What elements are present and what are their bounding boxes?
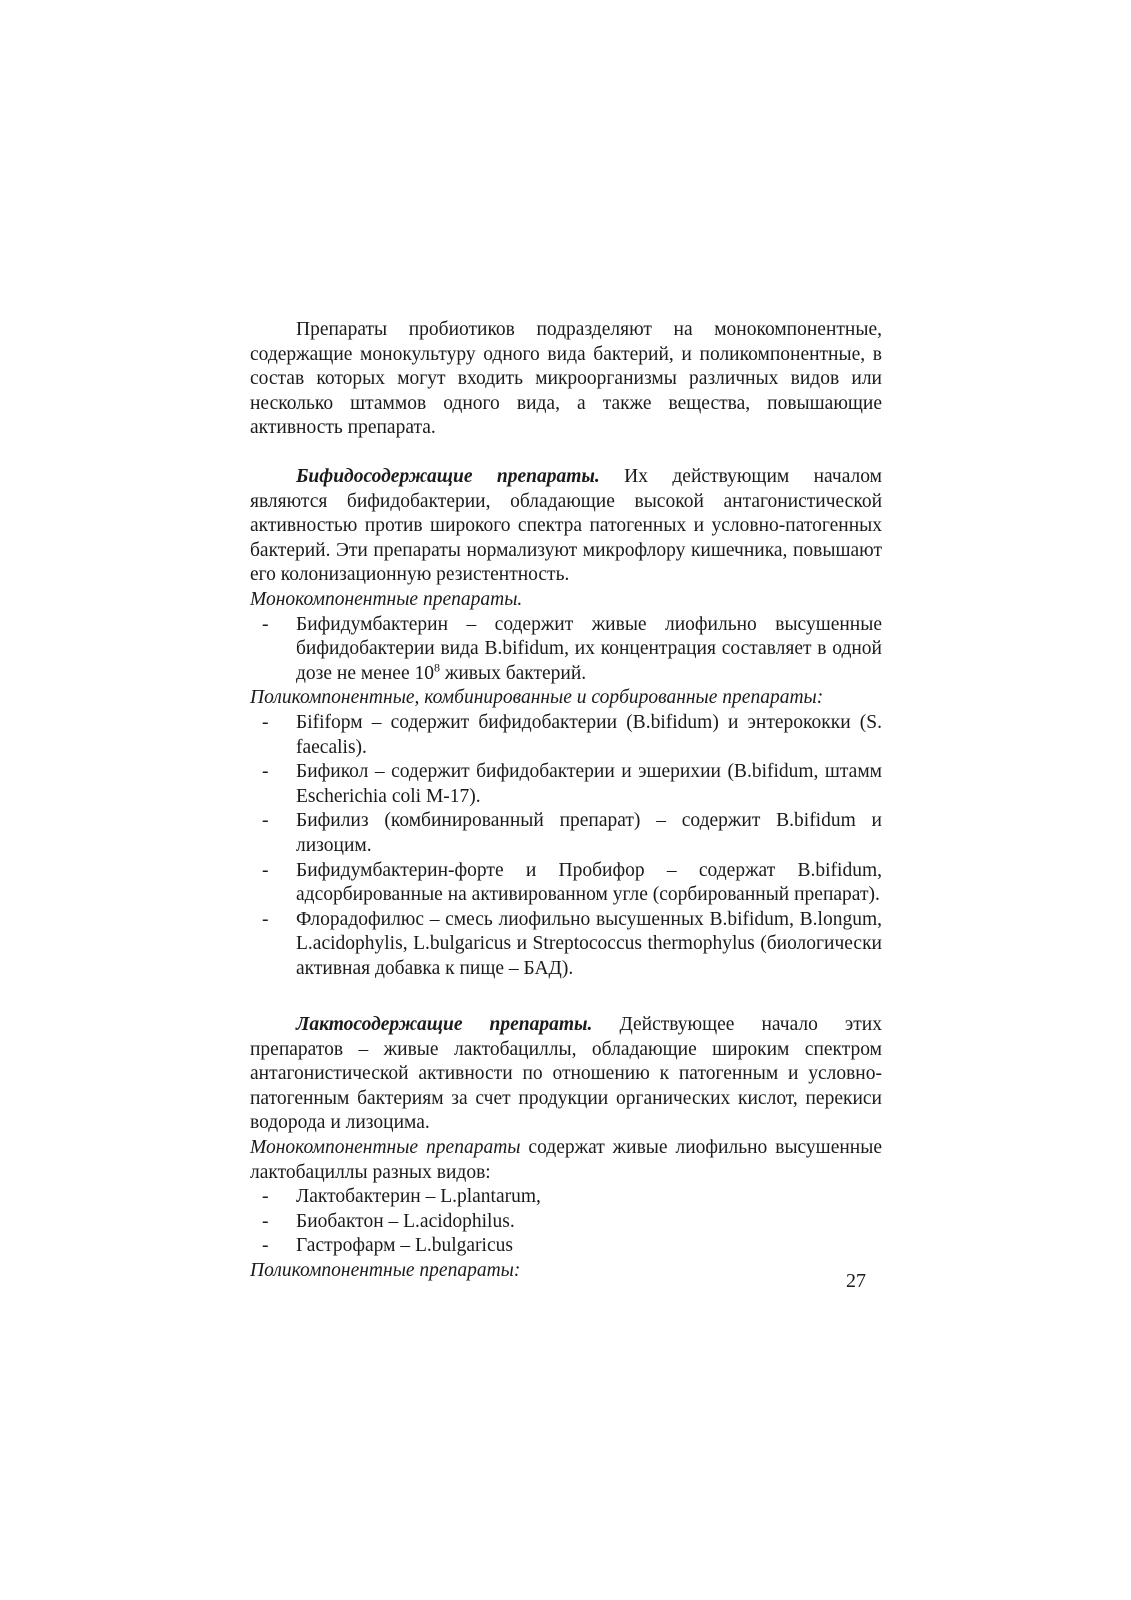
bifido-text: Их действующим началом являются бифидобактерии, обладающие высокой антагонистической активностью против широкого спектра патогенных и условно-патогенных бактерий. Эти препараты нормализуют микрофлору кишечника, повышают его колонизационную резистентность. xyxy=(250,466,882,586)
lacto-section xyxy=(250,1013,882,1284)
list-item-text: Лактобактерин – L.plantarum, xyxy=(296,1186,541,1208)
list-item-text: Бификол – содержит бифидобактерии и эшерихии (B.bifidum, штамм Escherichia coli M-17). xyxy=(296,761,882,807)
bifido-heading: Бифидосодержащие препараты. xyxy=(296,466,600,487)
bifido-section xyxy=(250,465,882,981)
lacto-mono-heading: Монокомпонентные препараты xyxy=(250,1136,521,1158)
bullet-dash: - xyxy=(262,613,269,635)
lacto-heading: Лактосодержащие препараты. xyxy=(296,1014,593,1035)
list-item-text: Флорадофилюс – смесь лиофильно высушенных B.bifidum, B.longum, L.acidophylis, L.bulgaricus и Streptococcus thermophylus (биологически активная добавка к пище – БАД). xyxy=(296,908,882,979)
list-item-text: Бифилиз (комбинированный препарат) – содержит B.bifidum и лизоцим. xyxy=(296,810,882,856)
bifido-poly-heading: Поликомпонентные, комбинированные и сорбированные препараты: xyxy=(250,687,824,709)
list-item-exponent: 8 xyxy=(434,660,440,675)
list-item xyxy=(250,809,882,858)
lacto-paragraph xyxy=(250,1013,882,1136)
bifido-mono-list xyxy=(250,613,882,687)
lacto-mono-paragraph xyxy=(250,1136,882,1185)
list-item xyxy=(250,760,882,809)
list-item xyxy=(250,908,882,982)
list-item xyxy=(250,1185,882,1210)
bullet-dash: - xyxy=(262,761,269,783)
list-item xyxy=(250,613,882,687)
bullet-dash: - xyxy=(262,810,269,832)
lacto-text: Действующее начало этих препаратов – живые лактобациллы, обладающие широким спектром антагонистической активности по отношению к патогенным и условно-патогенным бактериям за счет продукции органических кислот, перекиси водорода и лизоцима. xyxy=(250,1014,882,1134)
lacto-poly-heading: Поликомпонентные препараты: xyxy=(250,1259,521,1281)
intro-section xyxy=(250,318,882,441)
lacto-mono-list xyxy=(250,1185,882,1259)
list-item xyxy=(250,859,882,908)
lacto-mono-text: содержат живые лиофильно высушенные лактобациллы разных видов: xyxy=(250,1136,882,1183)
bifido-paragraph xyxy=(250,465,882,588)
list-item xyxy=(250,1234,882,1259)
bullet-dash: - xyxy=(262,1235,269,1257)
bullet-dash: - xyxy=(262,1186,269,1208)
intro-paragraph: Препараты пробиотиков подразделяют на монокомпонентные, содержащие монокультуру одного вида бактерий, и поликомпонентные, в состав которых могут входить микроорганизмы различных видов или несколько штаммов одного вида, а также вещества, повышающие активность препарата. xyxy=(250,319,882,439)
list-item-text: Биобактон – L.acidophilus. xyxy=(296,1210,515,1232)
bullet-dash: - xyxy=(262,859,269,881)
list-item-text: Бифидумбактерин-форте и Пробифор – содержат B.bifidum, адсорбированные на активированном угле (сорбированный препарат). xyxy=(296,859,882,906)
bullet-dash: - xyxy=(262,1210,269,1232)
list-item-text-before: Бифидумбактерин – содержит живые лиофильно высушенные бифидобактерии вида B.bifidum, их концентрация составляет в одной дозе не менее 10 xyxy=(296,613,882,684)
list-item xyxy=(250,1210,882,1235)
bifido-mono-heading: Монокомпонентные препараты. xyxy=(250,588,523,610)
list-item-text: Бififорм – содержит бифидобактерии (B.bifidum) и энтерококки (S. faecalis). xyxy=(296,711,882,758)
list-item-text-after: живых бактерий. xyxy=(440,662,587,684)
list-item-text: Гастрофарм – L.bulgaricus xyxy=(296,1235,513,1257)
list-item xyxy=(250,711,882,760)
bullet-dash: - xyxy=(262,711,269,733)
bifido-poly-list xyxy=(250,711,882,982)
page-number: 27 xyxy=(846,1270,866,1292)
bullet-dash: - xyxy=(262,908,269,930)
